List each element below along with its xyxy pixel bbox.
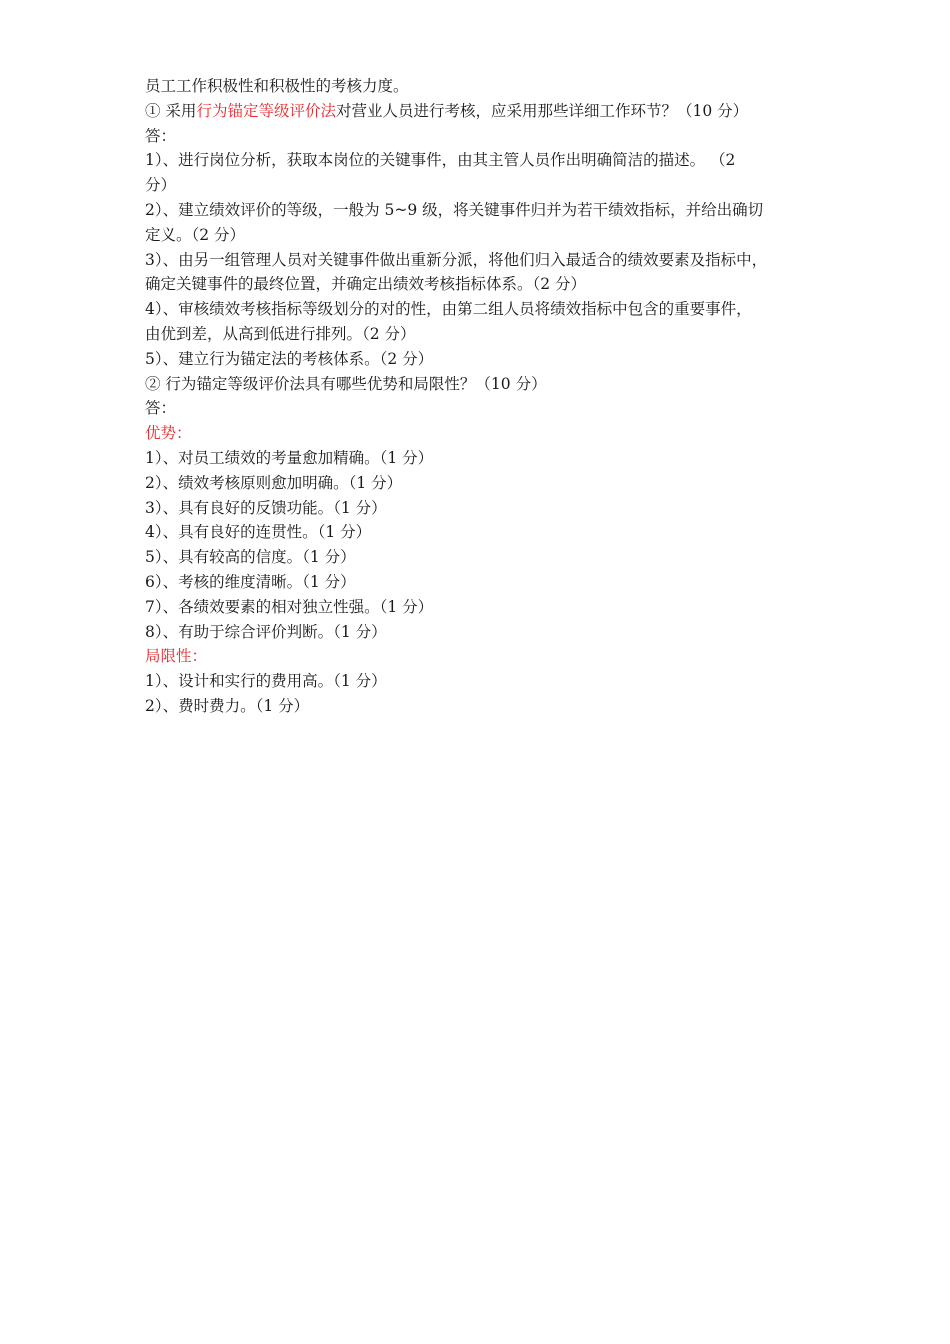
step-3-line-1: 3）、由另一组管理人员对关键事件做出重新分派，将他们归入最适合的绩效要素及指标中， <box>145 250 768 269</box>
document-body <box>145 74 825 719</box>
advantage-item-8: 8）、有助于综合评价判断。（1 分） <box>145 622 387 641</box>
intro-line: 员工工作积极性和积极性的考核力度。 <box>145 77 409 95</box>
advantage-item-2: 2）、绩效考核原则愈加明确。（1 分） <box>145 473 403 492</box>
step-5: 5）、建立行为锚定法的考核体系。（2 分） <box>145 349 434 368</box>
question-1-prefix: ① 采用 <box>145 101 197 120</box>
step-4-line-2: 由优到差，从高到低进行排列。（2 分） <box>145 324 416 343</box>
step-4-line-1: 4）、审核绩效考核指标等级划分的对的性，由第二组人员将绩效指标中包含的重要事件， <box>145 300 752 319</box>
advantage-item-3: 3）、具有良好的反馈功能。（1 分） <box>145 498 387 517</box>
advantages-heading: 优势： <box>145 424 192 443</box>
limitation-item-2: 2）、费时费力。（1 分） <box>145 696 310 715</box>
step-2-line-2: 定义。（2 分） <box>145 225 246 244</box>
advantage-item-7: 7）、各绩效要素的相对独立性强。（1 分） <box>145 597 434 616</box>
question-1-highlight: 行为锚定等级评价法 <box>196 101 336 120</box>
limitation-item-1: 1）、设计和实行的费用高。（1 分） <box>145 672 387 691</box>
step-4 <box>145 297 825 347</box>
limitations-heading: 局限性： <box>145 647 208 666</box>
question-2: ② 行为锚定等级评价法具有哪些优势和局限性？（10 分） <box>145 374 547 393</box>
answer-label-2: 答： <box>145 399 177 418</box>
step-1-line-2: 分） <box>145 176 177 195</box>
answer-label-1: 答： <box>145 126 177 145</box>
advantage-item-5: 5）、具有较高的信度。（1 分） <box>145 548 356 567</box>
step-1 <box>145 148 825 198</box>
advantage-item-4: 4）、具有良好的连贯性。（1 分） <box>145 523 372 542</box>
step-3 <box>145 248 825 298</box>
advantage-item-1: 1）、对员工绩效的考量愈加精确。（1 分） <box>145 448 434 467</box>
advantage-item-6: 6）、考核的维度清晰。（1 分） <box>145 572 356 591</box>
step-2-line-1: 2）、建立绩效评价的等级，一般为 5~9 级，将关键事件归并为若干绩效指标，并给出确切 <box>145 200 764 219</box>
question-1 <box>145 99 825 124</box>
step-3-line-2: 确定关键事件的最终位置，并确定出绩效考核指标体系。（2 分） <box>145 275 587 294</box>
question-1-suffix: 对营业人员进行考核，应采用那些详细工作环节？（10 分） <box>335 101 749 120</box>
step-1-line-1: 1）、进行岗位分析，获取本岗位的关键事件，由其主管人员作出明确简洁的描述。 （2 <box>145 151 736 170</box>
step-2 <box>145 198 825 248</box>
